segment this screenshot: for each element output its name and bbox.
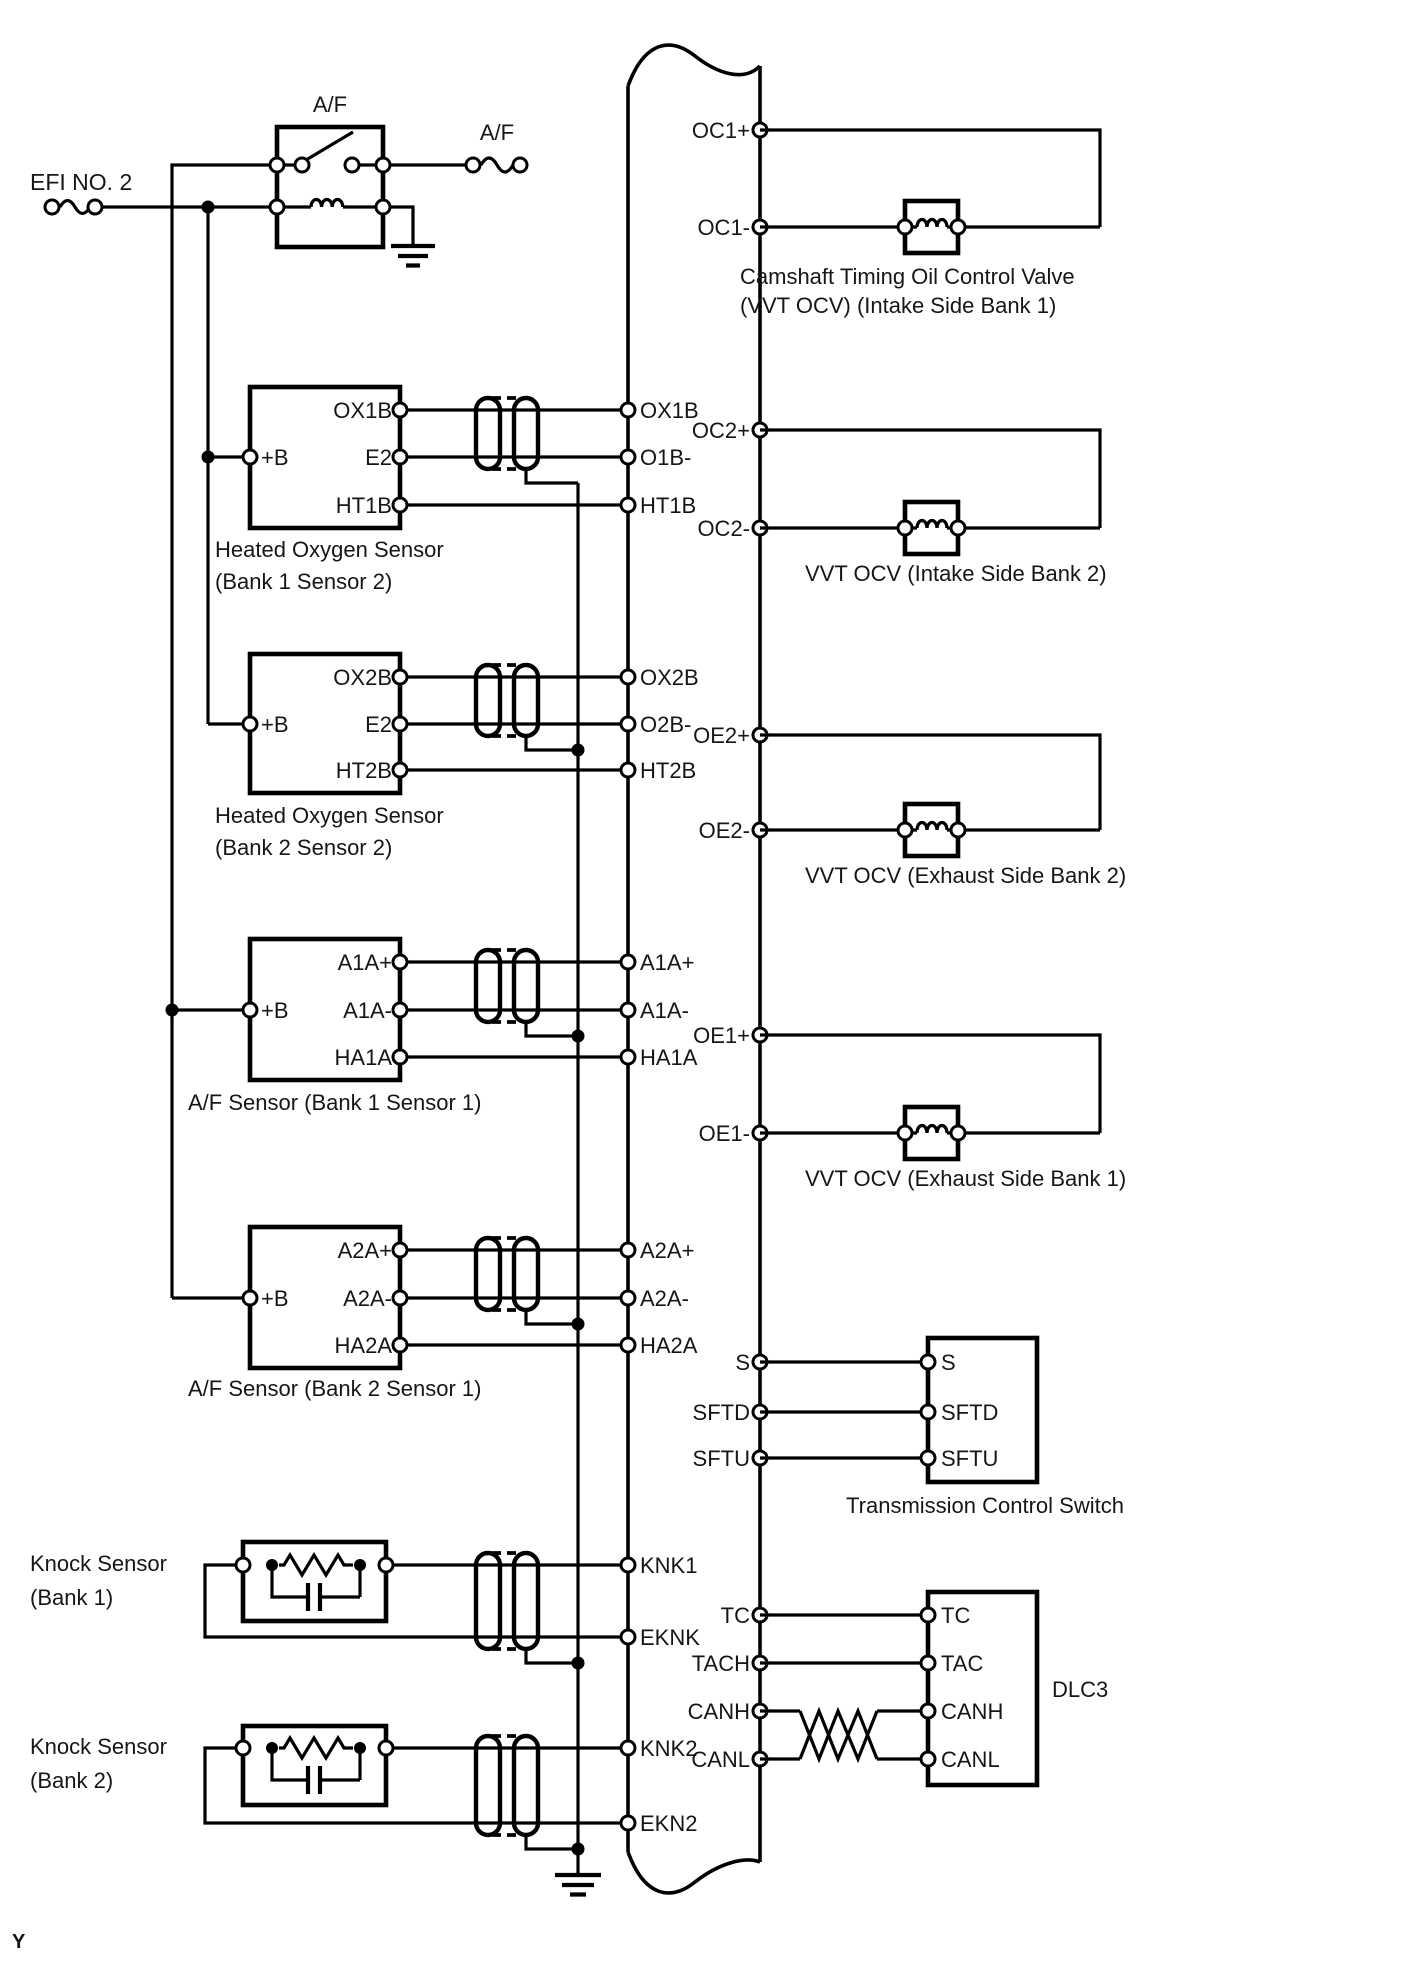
sensor-terminal (243, 450, 257, 464)
vvt-ocv-intake-bank2 (760, 430, 1107, 586)
sensor-pin-label: A2A+ (337, 1238, 392, 1263)
shield-dashes-icon (492, 1736, 522, 1835)
af-sensor-2 (188, 1227, 628, 1401)
ecm-pin-label: CANL (691, 1747, 750, 1772)
coil-icon (912, 521, 951, 529)
knock-caption: Knock Sensor (30, 1551, 167, 1576)
knock-caption: (Bank 1) (30, 1585, 114, 1610)
sensor-pin-label: HA2A (334, 1333, 392, 1358)
ecm-terminal (621, 1003, 635, 1017)
knock-sensor-2 (30, 1726, 628, 1849)
ecm-pin-label: A1A+ (640, 950, 695, 975)
heated-oxygen-sensor-1 (215, 387, 628, 594)
ocv-terminal (898, 220, 912, 234)
sensor-power-pin-label: +B (261, 712, 289, 737)
dlc3-terminal (921, 1704, 935, 1718)
sensor-pin-label: E2 (365, 712, 392, 737)
ecm-terminal (621, 1291, 635, 1305)
fuse-terminal (513, 158, 527, 172)
resistor-icon (279, 1738, 353, 1758)
relay-terminal (270, 158, 284, 172)
sensor-power-pin-label: +B (261, 445, 289, 470)
vvt-ocv-exhaust-bank1 (760, 1035, 1126, 1191)
junction-dot (572, 1843, 585, 1856)
sensor-caption: A/F Sensor (Bank 2 Sensor 1) (188, 1376, 482, 1401)
knock-return-wire (205, 1565, 628, 1637)
ocv-wires (760, 130, 1100, 227)
dlc3-connector (760, 1592, 1108, 1785)
sensor-terminal (393, 763, 407, 777)
ecm-pin-label: OX1B (640, 398, 699, 423)
ecm-pin-label: KNK1 (640, 1553, 698, 1578)
ecm-pin-label: TACH (691, 1651, 750, 1676)
ecm-terminal (621, 450, 635, 464)
ecm-pin-label: OC1+ (691, 118, 750, 143)
shield-drain-wire (526, 1310, 578, 1324)
ecm-pin-label: OC2- (697, 516, 750, 541)
transmission-control-switch (760, 1338, 1124, 1518)
ocv-caption: VVT OCV (Exhaust Side Bank 1) (805, 1166, 1127, 1191)
ocv-terminal (898, 521, 912, 535)
relay-label: A/F (312, 92, 348, 117)
ecm-pin-label: A2A- (640, 1286, 689, 1311)
ocv-caption: (VVT OCV) (Intake Side Bank 1) (740, 293, 1057, 318)
ecm-pin-label: KNK2 (640, 1736, 698, 1761)
ecm-pin-label: TC (720, 1603, 750, 1628)
wire-coil-to-ground (390, 207, 413, 246)
sensor-terminal (393, 1243, 407, 1257)
sensor-caption: Heated Oxygen Sensor (215, 537, 444, 562)
sensor-caption: A/F Sensor (Bank 1 Sensor 1) (188, 1090, 482, 1115)
ocv-wires (760, 430, 1100, 528)
ecm-pin-label: OE2+ (693, 723, 750, 748)
fuse-terminal (88, 200, 102, 214)
ecm-pin-label: SFTD (692, 1400, 750, 1425)
junction-dot (266, 1742, 278, 1754)
sensor-terminal (393, 670, 407, 684)
sensor-power-pin-label: +B (261, 998, 289, 1023)
resistor-icon (279, 1555, 353, 1575)
junction-dot (354, 1559, 366, 1571)
sensor-terminal (393, 955, 407, 969)
ecm-pin-label: OX2B (640, 665, 699, 690)
tcs-caption: Transmission Control Switch (846, 1493, 1124, 1518)
sensor-terminal (393, 403, 407, 417)
ecm-pin-label: HA1A (640, 1045, 698, 1070)
ground-icon (391, 246, 435, 266)
relay-coil-icon (311, 199, 343, 207)
sensor-pin-label: HT2B (335, 758, 392, 783)
coil-icon (912, 220, 951, 227)
sensor-caption: (Bank 2 Sensor 2) (215, 835, 393, 860)
sensor-pin-label: A1A+ (337, 950, 392, 975)
ecm-terminal (621, 670, 635, 684)
sensor-terminal (243, 1291, 257, 1305)
ecm-terminal (621, 403, 635, 417)
sensor-power-pin-label: +B (261, 1286, 289, 1311)
ground-icon (555, 1875, 601, 1895)
tcs-pin-label: SFTU (941, 1446, 999, 1471)
ecm-terminal (621, 1741, 635, 1755)
tcs-terminal (921, 1451, 935, 1465)
ecm-pin-label: O2B- (640, 712, 692, 737)
relay-terminal (376, 158, 390, 172)
dlc3-wires (760, 1615, 928, 1663)
sensor-caption: (Bank 1 Sensor 2) (215, 569, 393, 594)
shield-drain-wire (526, 1649, 578, 1663)
junction-dot (354, 1742, 366, 1754)
dlc3-label: DLC3 (1052, 1677, 1109, 1702)
sensor-terminal (393, 1338, 407, 1352)
sensor-terminal (393, 1291, 407, 1305)
can-wires (760, 1711, 928, 1759)
ecm-terminal (621, 1816, 635, 1830)
ecm-pin-label: OE1- (698, 1121, 750, 1146)
ocv-terminal (951, 1126, 965, 1140)
junction-dot (572, 1030, 585, 1043)
tcs-terminal (921, 1405, 935, 1419)
sensor-terminal (243, 1003, 257, 1017)
shield-capsule-icon (476, 1736, 500, 1835)
sensor-pin-label: HA1A (334, 1045, 392, 1070)
twisted-pair-icon (800, 1711, 877, 1759)
relay-terminal (270, 200, 284, 214)
ecm-terminal (621, 1243, 635, 1257)
sensor-terminal (393, 717, 407, 731)
ocv-terminal (951, 220, 965, 234)
junction-dot (266, 1559, 278, 1571)
sensor-pin-label: OX1B (333, 398, 392, 423)
relay-terminal (295, 158, 309, 172)
ocv-terminal (951, 521, 965, 535)
ecm-terminal (621, 763, 635, 777)
sensor-terminal (393, 498, 407, 512)
ecm-pin-label: EKNK (640, 1625, 700, 1650)
junction-dot (202, 201, 215, 214)
ocv-wires (760, 1035, 1100, 1133)
knock-terminal (236, 1741, 250, 1755)
ocv-caption: VVT OCV (Intake Side Bank 2) (805, 561, 1107, 586)
capacitor-icon (308, 1766, 320, 1794)
heated-oxygen-sensor-2 (215, 654, 628, 860)
page-corner-label: Y (12, 1931, 26, 1953)
ecm-pin-label: EKN2 (640, 1811, 698, 1836)
sensor-pin-label: E2 (365, 445, 392, 470)
ecm-pin-label: OE1+ (693, 1023, 750, 1048)
af-fuse-label: A/F (479, 120, 515, 145)
ecm-pin-label: HT1B (640, 493, 697, 518)
ecm-pin-label: A1A- (640, 998, 689, 1023)
ocv-terminal (898, 823, 912, 837)
ecm-pin-label: OC2+ (691, 418, 750, 443)
relay-terminal (345, 158, 359, 172)
sensor-terminal (393, 1050, 407, 1064)
relay-switch-blade-icon (306, 132, 353, 160)
ecm-terminal (621, 1050, 635, 1064)
efi-fuse-label: EFI NO. 2 (30, 169, 133, 195)
sensor-terminal (393, 450, 407, 464)
knock-return-wire (205, 1748, 628, 1823)
ecm-pin-label: OE2- (698, 818, 750, 843)
ecm-torn-top (628, 45, 760, 86)
junction-dot (572, 744, 585, 757)
shield-dashes-icon (492, 1553, 522, 1649)
shield-drain-wire (526, 1835, 578, 1849)
shield-ground-bus (555, 483, 601, 1895)
ecm-torn-bottom (628, 1852, 760, 1893)
efi-fuse-icon (60, 201, 90, 214)
shield-drain-wire (526, 736, 578, 750)
capacitor-icon (308, 1583, 320, 1611)
shield-drain-wire (526, 469, 578, 483)
shield-capsule-icon (514, 1553, 538, 1649)
ecm-pin-label: O1B- (640, 445, 692, 470)
ecm-pin-label: SFTU (692, 1446, 750, 1471)
ecm-pins (621, 118, 767, 1836)
shield-capsule-icon (514, 1736, 538, 1835)
tcs-wires (760, 1362, 928, 1458)
capacitor-branch (272, 1748, 360, 1780)
ecm-pin-label: CANH (687, 1699, 750, 1724)
junction-dot (166, 1004, 179, 1017)
knock-caption: Knock Sensor (30, 1734, 167, 1759)
ecm-terminal (621, 1630, 635, 1644)
ocv-caption: VVT OCV (Exhaust Side Bank 2) (805, 863, 1127, 888)
sensor-pin-label: HT1B (335, 493, 392, 518)
sensor-terminal (243, 717, 257, 731)
ecm-pin-label: HA2A (640, 1333, 698, 1358)
power-feed (30, 92, 527, 1298)
knock-terminal (379, 1558, 393, 1572)
knock-sensor-1 (30, 1542, 628, 1663)
bus-efi-power (208, 207, 250, 724)
ocv-wires (760, 735, 1100, 830)
sensor-caption: Heated Oxygen Sensor (215, 803, 444, 828)
knock-caption: (Bank 2) (30, 1768, 114, 1793)
ecm-terminal (621, 955, 635, 969)
dlc3-terminal (921, 1656, 935, 1670)
vvt-ocv-exhaust-bank2 (760, 735, 1126, 888)
dlc3-pin-label: CANH (941, 1699, 1004, 1724)
coil-icon (912, 1126, 951, 1133)
sensor-pin-label: A1A- (343, 998, 392, 1023)
ecm-pin-label: A2A+ (640, 1238, 695, 1263)
vvt-ocv-intake-bank1 (740, 130, 1100, 318)
ecm-pin-label: OC1- (697, 215, 750, 240)
ecm-terminal (621, 498, 635, 512)
capacitor-branch (272, 1565, 360, 1597)
ecm-pin-label: S (735, 1350, 750, 1375)
relay-terminal (376, 200, 390, 214)
dlc3-pin-label: TC (941, 1603, 971, 1628)
ecm-pin-label: HT2B (640, 758, 697, 783)
ocv-terminal (898, 1126, 912, 1140)
ocv-terminal (951, 823, 965, 837)
coil-icon (912, 823, 951, 830)
ecm-terminal (621, 1558, 635, 1572)
shield-capsule-icon (476, 1553, 500, 1649)
sensor-terminal (393, 1003, 407, 1017)
af-fuse-icon (481, 158, 513, 172)
junction-dot (572, 1318, 585, 1331)
ecm-terminal (621, 1338, 635, 1352)
knock-terminal (236, 1558, 250, 1572)
sensor-pin-label: OX2B (333, 665, 392, 690)
dlc3-terminal (921, 1608, 935, 1622)
ocv-caption: Camshaft Timing Oil Control Valve (740, 264, 1075, 289)
tcs-pin-label: S (941, 1350, 956, 1375)
tcs-terminal (921, 1355, 935, 1369)
sensor-pin-label: A2A- (343, 1286, 392, 1311)
dlc3-pin-label: TAC (941, 1651, 984, 1676)
dlc3-pin-label: CANL (941, 1747, 1000, 1772)
junction-dot (202, 451, 215, 464)
ecm-terminal (621, 717, 635, 731)
af-sensor-1 (188, 939, 628, 1115)
tcs-pin-label: SFTD (941, 1400, 999, 1425)
shield-drain-wire (526, 1022, 578, 1036)
fuse-terminal (45, 200, 59, 214)
dlc3-terminal (921, 1752, 935, 1766)
junction-dot (572, 1657, 585, 1670)
fuse-terminal (466, 158, 480, 172)
knock-terminal (379, 1741, 393, 1755)
